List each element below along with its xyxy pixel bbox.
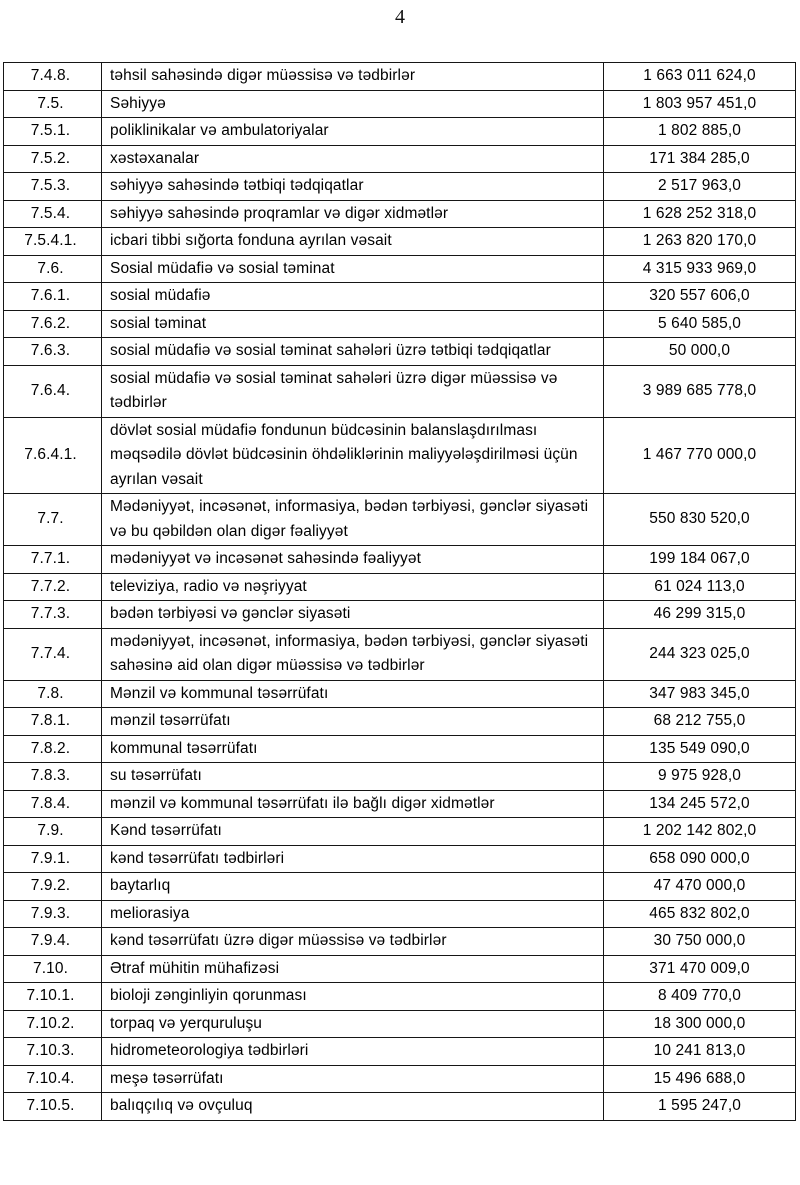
row-code: 7.8.4. — [4, 790, 102, 818]
budget-table-body — [4, 63, 796, 1121]
row-description: Ətraf mühitin mühafizəsi — [102, 955, 604, 983]
row-description: meşə təsərrüfatı — [102, 1065, 604, 1093]
row-code: 7.10.2. — [4, 1010, 102, 1038]
table-row — [4, 1010, 796, 1038]
table-row — [4, 228, 796, 256]
row-amount: 1 202 142 802,0 — [604, 818, 796, 846]
row-code: 7.10. — [4, 955, 102, 983]
row-amount: 18 300 000,0 — [604, 1010, 796, 1038]
row-code: 7.6. — [4, 255, 102, 283]
row-description: mənzil təsərrüfatı — [102, 708, 604, 736]
row-code: 7.7.1. — [4, 546, 102, 574]
row-amount: 46 299 315,0 — [604, 601, 796, 629]
row-amount: 50 000,0 — [604, 338, 796, 366]
row-amount: 244 323 025,0 — [604, 628, 796, 680]
row-amount: 68 212 755,0 — [604, 708, 796, 736]
row-amount: 1 263 820 170,0 — [604, 228, 796, 256]
row-amount: 465 832 802,0 — [604, 900, 796, 928]
row-amount: 10 241 813,0 — [604, 1038, 796, 1066]
row-description: təhsil sahəsində digər müəssisə və tədbirlər — [102, 63, 604, 91]
row-code: 7.5.3. — [4, 173, 102, 201]
row-code: 7.9. — [4, 818, 102, 846]
table-row — [4, 601, 796, 629]
row-description: kommunal təsərrüfatı — [102, 735, 604, 763]
row-description: televiziya, radio və nəşriyyat — [102, 573, 604, 601]
row-amount: 9 975 928,0 — [604, 763, 796, 791]
row-amount: 134 245 572,0 — [604, 790, 796, 818]
table-row — [4, 845, 796, 873]
row-amount: 320 557 606,0 — [604, 283, 796, 311]
row-amount: 3 989 685 778,0 — [604, 365, 796, 417]
row-code: 7.6.3. — [4, 338, 102, 366]
row-code: 7.9.1. — [4, 845, 102, 873]
row-description: balıqçılıq və ovçuluq — [102, 1093, 604, 1121]
table-row — [4, 790, 796, 818]
table-row — [4, 735, 796, 763]
table-row — [4, 900, 796, 928]
row-amount: 1 802 885,0 — [604, 118, 796, 146]
row-amount: 1 803 957 451,0 — [604, 90, 796, 118]
row-code: 7.8. — [4, 680, 102, 708]
table-row — [4, 118, 796, 146]
row-amount: 1 628 252 318,0 — [604, 200, 796, 228]
row-description: sosial müdafiə və sosial təminat sahələri üzrə digər müəssisə və tədbirlər — [102, 365, 604, 417]
row-code: 7.9.4. — [4, 928, 102, 956]
row-amount: 15 496 688,0 — [604, 1065, 796, 1093]
row-description: Mədəniyyət, incəsənət, informasiya, bədən tərbiyəsi, gənclər siyasəti və bu qəbildən olan digər fəaliyyət — [102, 494, 604, 546]
row-description: torpaq və yerquruluşu — [102, 1010, 604, 1038]
row-amount: 5 640 585,0 — [604, 310, 796, 338]
table-row — [4, 1093, 796, 1121]
table-row — [4, 818, 796, 846]
page-number: 4 — [395, 6, 405, 28]
row-description: mədəniyyət və incəsənət sahəsində fəaliyyət — [102, 546, 604, 574]
row-amount: 30 750 000,0 — [604, 928, 796, 956]
row-code: 7.6.2. — [4, 310, 102, 338]
table-row — [4, 873, 796, 901]
table-row — [4, 255, 796, 283]
table-row — [4, 708, 796, 736]
row-amount: 171 384 285,0 — [604, 145, 796, 173]
table-row — [4, 283, 796, 311]
row-amount: 371 470 009,0 — [604, 955, 796, 983]
row-description: kənd təsərrüfatı tədbirləri — [102, 845, 604, 873]
row-amount: 658 090 000,0 — [604, 845, 796, 873]
row-code: 7.10.4. — [4, 1065, 102, 1093]
table-row — [4, 680, 796, 708]
row-description: bədən tərbiyəsi və gənclər siyasəti — [102, 601, 604, 629]
table-row — [4, 628, 796, 680]
row-code: 7.7.3. — [4, 601, 102, 629]
table-row — [4, 365, 796, 417]
row-description: baytarlıq — [102, 873, 604, 901]
row-description: hidrometeorologiya tədbirləri — [102, 1038, 604, 1066]
row-amount: 1 663 011 624,0 — [604, 63, 796, 91]
row-description: meliorasiya — [102, 900, 604, 928]
table-row — [4, 546, 796, 574]
row-code: 7.7. — [4, 494, 102, 546]
row-code: 7.7.4. — [4, 628, 102, 680]
row-amount: 2 517 963,0 — [604, 173, 796, 201]
table-row — [4, 983, 796, 1011]
row-description: Səhiyyə — [102, 90, 604, 118]
row-amount: 199 184 067,0 — [604, 546, 796, 574]
table-row — [4, 310, 796, 338]
row-code: 7.6.4. — [4, 365, 102, 417]
row-description: xəstəxanalar — [102, 145, 604, 173]
row-amount: 1 595 247,0 — [604, 1093, 796, 1121]
row-amount: 347 983 345,0 — [604, 680, 796, 708]
table-row — [4, 955, 796, 983]
row-amount: 61 024 113,0 — [604, 573, 796, 601]
row-amount: 47 470 000,0 — [604, 873, 796, 901]
row-code: 7.7.2. — [4, 573, 102, 601]
row-description: icbari tibbi sığorta fonduna ayrılan vəsait — [102, 228, 604, 256]
row-code: 7.5.1. — [4, 118, 102, 146]
row-amount: 1 467 770 000,0 — [604, 417, 796, 494]
row-description: kənd təsərrüfatı üzrə digər müəssisə və tədbirlər — [102, 928, 604, 956]
row-code: 7.6.1. — [4, 283, 102, 311]
row-description: poliklinikalar və ambulatoriyalar — [102, 118, 604, 146]
row-code: 7.5.4. — [4, 200, 102, 228]
table-row — [4, 1065, 796, 1093]
table-row — [4, 200, 796, 228]
table-row — [4, 1038, 796, 1066]
row-code: 7.10.3. — [4, 1038, 102, 1066]
table-row — [4, 90, 796, 118]
row-code: 7.8.2. — [4, 735, 102, 763]
row-code: 7.5. — [4, 90, 102, 118]
table-row — [4, 417, 796, 494]
row-code: 7.8.3. — [4, 763, 102, 791]
row-code: 7.10.1. — [4, 983, 102, 1011]
row-description: sosial müdafiə — [102, 283, 604, 311]
row-description: sosial təminat — [102, 310, 604, 338]
row-code: 7.9.3. — [4, 900, 102, 928]
row-code: 7.6.4.1. — [4, 417, 102, 494]
row-code: 7.10.5. — [4, 1093, 102, 1121]
row-description: dövlət sosial müdafiə fondunun büdcəsinin balanslaşdırılması məqsədilə dövlət büdcəsinin öhdəliklərinin maliyyələşdirilməsi üçün ayrılan vəsait — [102, 417, 604, 494]
row-amount: 550 830 520,0 — [604, 494, 796, 546]
table-row — [4, 145, 796, 173]
row-description: mədəniyyət, incəsənət, informasiya, bədən tərbiyəsi, gənclər siyasəti sahəsinə aid olan digər müəssisə və tədbirlər — [102, 628, 604, 680]
row-code: 7.8.1. — [4, 708, 102, 736]
row-description: sosial müdafiə və sosial təminat sahələri üzrə tətbiqi tədqiqatlar — [102, 338, 604, 366]
row-code: 7.9.2. — [4, 873, 102, 901]
table-row — [4, 928, 796, 956]
row-description: mənzil və kommunal təsərrüfatı ilə bağlı digər xidmətlər — [102, 790, 604, 818]
table-row — [4, 63, 796, 91]
table-row — [4, 573, 796, 601]
budget-table — [3, 62, 796, 1121]
row-description: Sosial müdafiə və sosial təminat — [102, 255, 604, 283]
table-row — [4, 338, 796, 366]
row-description: səhiyyə sahəsində proqramlar və digər xidmətlər — [102, 200, 604, 228]
row-description: Mənzil və kommunal təsərrüfatı — [102, 680, 604, 708]
table-row — [4, 763, 796, 791]
row-amount: 4 315 933 969,0 — [604, 255, 796, 283]
row-amount: 135 549 090,0 — [604, 735, 796, 763]
row-description: səhiyyə sahəsində tətbiqi tədqiqatlar — [102, 173, 604, 201]
row-description: su təsərrüfatı — [102, 763, 604, 791]
table-row — [4, 173, 796, 201]
row-code: 7.5.4.1. — [4, 228, 102, 256]
table-row — [4, 494, 796, 546]
row-amount: 8 409 770,0 — [604, 983, 796, 1011]
row-description: bioloji zənginliyin qorunması — [102, 983, 604, 1011]
row-description: Kənd təsərrüfatı — [102, 818, 604, 846]
row-code: 7.4.8. — [4, 63, 102, 91]
row-code: 7.5.2. — [4, 145, 102, 173]
